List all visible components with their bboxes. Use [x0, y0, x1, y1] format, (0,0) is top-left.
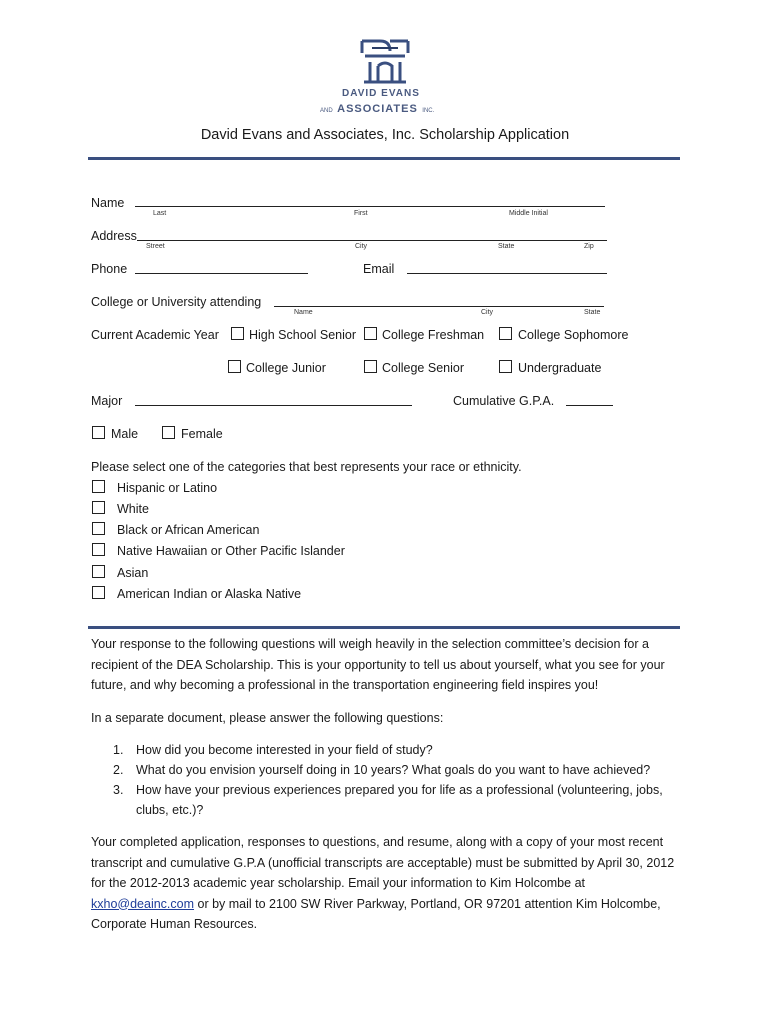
- option-undergraduate: Undergraduate: [518, 361, 602, 375]
- question-item: 2. What do you envision yourself doing in 10 years? What goals do you want to have achieved?: [113, 763, 651, 777]
- closing-paragraph: Your completed application, responses to questions, and resume, along with a copy of your most recent transcript and cumulative G.P.A (unofficial transcripts are acceptable) must be submitted by April 30, 2012 for the 2012-2013 academic year scholarship. Email your information to Kim Holcombe at kxho@deainc.com or by mail to 2100 SW River Parkway, Portland, OR 97201 attention Kim Holcombe, Corporate Human Resources.: [91, 835, 675, 931]
- major-field[interactable]: [135, 405, 412, 406]
- ethnicity-prompt: Please select one of the categories that best represents your race or ethnicity.: [91, 460, 522, 474]
- major-label: Major: [91, 394, 123, 408]
- instruction-text: In a separate document, please answer the following questions:: [91, 711, 444, 725]
- option-hispanic-latino: Hispanic or Latino: [117, 481, 218, 495]
- college-field[interactable]: [274, 306, 604, 307]
- address-sub-city: City: [355, 243, 368, 250]
- option-college-freshman: College Freshman: [382, 328, 485, 342]
- checkbox-white[interactable]: [92, 501, 105, 514]
- checkbox-high-school-senior[interactable]: [231, 327, 244, 340]
- top-divider: [88, 157, 680, 160]
- checkbox-undergraduate[interactable]: [499, 360, 512, 373]
- gpa-field[interactable]: [566, 405, 613, 406]
- phone-label: Phone: [91, 262, 128, 276]
- checkbox-college-sophomore[interactable]: [499, 327, 512, 340]
- page-title: David Evans and Associates, Inc. Scholarship Application: [200, 127, 570, 143]
- college-sub-name: Name: [294, 309, 313, 316]
- academic-year-label: Current Academic Year: [91, 328, 219, 342]
- name-sub-last: Last: [153, 210, 167, 217]
- checkbox-black-african-american[interactable]: [92, 522, 105, 535]
- option-american-indian: American Indian or Alaska Native: [117, 587, 302, 601]
- email-link[interactable]: kxho@deainc.com: [91, 896, 195, 911]
- checkbox-college-senior[interactable]: [364, 360, 377, 373]
- option-college-sophomore: College Sophomore: [518, 328, 629, 342]
- option-male: Male: [111, 427, 139, 441]
- checkbox-american-indian[interactable]: [92, 586, 105, 599]
- question-item: 3. How have your previous experiences prepared you for life as a professional (volunteering, jobs, clubs, etc.)?: [113, 783, 663, 817]
- option-native-hawaiian: Native Hawaiian or Other Pacific Islander: [117, 544, 345, 558]
- address-sub-zip: Zip: [584, 243, 594, 250]
- checkbox-college-freshman[interactable]: [364, 327, 377, 340]
- name-sub-first: First: [354, 210, 368, 217]
- option-asian: Asian: [117, 566, 149, 580]
- option-black-african-american: Black or African American: [117, 523, 260, 537]
- checkbox-native-hawaiian[interactable]: [92, 543, 105, 556]
- option-high-school-senior: High School Senior: [249, 328, 357, 342]
- questions-list: [91, 740, 681, 820]
- logo-text-line2: AND ASSOCIATES INC.: [320, 103, 435, 115]
- email-field[interactable]: [407, 273, 607, 274]
- address-label: Address: [91, 229, 137, 243]
- checkbox-asian[interactable]: [92, 565, 105, 578]
- checkbox-college-junior[interactable]: [228, 360, 241, 373]
- college-label: College or University attending: [91, 295, 262, 309]
- email-label: Email: [363, 262, 395, 276]
- phone-field[interactable]: [135, 273, 308, 274]
- name-label: Name: [91, 196, 125, 210]
- logo-mark-icon: [320, 36, 450, 88]
- address-field[interactable]: [137, 240, 607, 241]
- option-college-senior: College Senior: [382, 361, 464, 375]
- logo-text-line1: DAVID EVANS: [342, 88, 420, 99]
- address-sub-street: Street: [146, 243, 165, 250]
- gpa-label: Cumulative G.P.A.: [453, 394, 555, 408]
- option-white: White: [117, 502, 149, 516]
- checkbox-female[interactable]: [162, 426, 175, 439]
- name-sub-middle: Middle Initial: [509, 210, 548, 217]
- bottom-divider: [88, 626, 680, 629]
- intro-paragraph: Your response to the following questions will weigh heavily in the selection committee’s decision for a recipient of the DEA Scholarship. This is your opportunity to tell us about yourself, what you see for your future, and why becoming a professional in the transportation engineering field inspires you!: [91, 637, 665, 692]
- option-female: Female: [181, 427, 223, 441]
- address-sub-state: State: [498, 243, 515, 250]
- checkbox-male[interactable]: [92, 426, 105, 439]
- college-sub-state: State: [584, 309, 601, 316]
- name-field[interactable]: [135, 206, 605, 207]
- option-college-junior: College Junior: [246, 361, 326, 375]
- college-sub-city: City: [481, 309, 494, 316]
- company-logo: [320, 36, 450, 115]
- question-item: 1. How did you become interested in your field of study?: [113, 743, 433, 757]
- checkbox-hispanic-latino[interactable]: [92, 480, 105, 493]
